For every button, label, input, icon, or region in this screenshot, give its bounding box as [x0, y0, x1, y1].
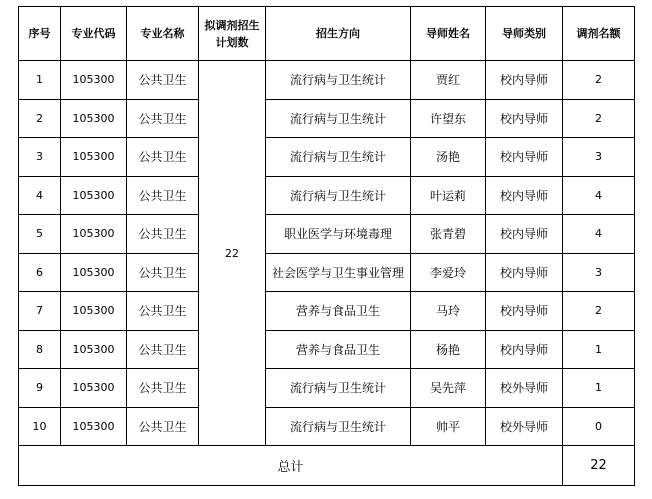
cell-major-name: 公共卫生 — [127, 176, 199, 215]
cell-major-code: 105300 — [61, 138, 127, 177]
header-quota: 调剂名额 — [563, 7, 635, 61]
header-plan-line1: 拟调剂招生 — [204, 18, 260, 32]
cell-major-name: 公共卫生 — [127, 292, 199, 331]
cell-major-name: 公共卫生 — [127, 369, 199, 408]
cell-seq: 4 — [19, 176, 61, 215]
table-row — [19, 138, 635, 177]
cell-seq: 2 — [19, 99, 61, 138]
table-row — [19, 369, 635, 408]
table-row — [19, 407, 635, 446]
cell-major-code: 105300 — [61, 292, 127, 331]
cell-quota: 4 — [563, 215, 635, 254]
cell-advisor-name: 叶运莉 — [411, 176, 486, 215]
cell-advisor-name: 杨艳 — [411, 330, 486, 369]
cell-advisor-name: 马玲 — [411, 292, 486, 331]
cell-advisor-name: 汤艳 — [411, 138, 486, 177]
cell-advisor-name: 张青碧 — [411, 215, 486, 254]
cell-major-code: 105300 — [61, 253, 127, 292]
header-major-code: 专业代码 — [61, 7, 127, 61]
header-advisor-name: 导师姓名 — [411, 7, 486, 61]
cell-direction: 流行病与卫生统计 — [266, 99, 411, 138]
table-row — [19, 99, 635, 138]
cell-advisor-name: 帅平 — [411, 407, 486, 446]
cell-advisor-type: 校内导师 — [486, 99, 563, 138]
header-row — [19, 7, 635, 61]
cell-advisor-name: 贾红 — [411, 61, 486, 100]
table-row — [19, 176, 635, 215]
cell-seq: 7 — [19, 292, 61, 331]
cell-direction: 社会医学与卫生事业管理 — [266, 253, 411, 292]
cell-quota: 2 — [563, 61, 635, 100]
table-row — [19, 215, 635, 254]
cell-direction: 职业医学与环境毒理 — [266, 215, 411, 254]
table-body — [19, 61, 635, 446]
cell-direction: 流行病与卫生统计 — [266, 61, 411, 100]
cell-major-code: 105300 — [61, 99, 127, 138]
cell-advisor-name: 李爱玲 — [411, 253, 486, 292]
cell-quota: 3 — [563, 138, 635, 177]
cell-plan-total: 22 — [199, 61, 266, 446]
cell-quota: 0 — [563, 407, 635, 446]
cell-advisor-type: 校内导师 — [486, 292, 563, 331]
cell-seq: 10 — [19, 407, 61, 446]
cell-major-code: 105300 — [61, 61, 127, 100]
cell-advisor-name: 吴先萍 — [411, 369, 486, 408]
cell-advisor-type: 校内导师 — [486, 330, 563, 369]
cell-advisor-type: 校内导师 — [486, 215, 563, 254]
cell-advisor-name: 许望东 — [411, 99, 486, 138]
total-label: 总计 — [19, 446, 563, 486]
table-row — [19, 330, 635, 369]
total-value: 22 — [563, 446, 635, 486]
header-plan — [199, 7, 266, 61]
cell-seq: 6 — [19, 253, 61, 292]
cell-seq: 3 — [19, 138, 61, 177]
cell-major-code: 105300 — [61, 407, 127, 446]
cell-advisor-type: 校内导师 — [486, 61, 563, 100]
cell-direction: 流行病与卫生统计 — [266, 176, 411, 215]
quota-table — [18, 6, 635, 486]
cell-quota: 1 — [563, 330, 635, 369]
header-advisor-type: 导师类别 — [486, 7, 563, 61]
cell-major-name: 公共卫生 — [127, 99, 199, 138]
header-seq: 序号 — [19, 7, 61, 61]
cell-major-code: 105300 — [61, 330, 127, 369]
cell-major-code: 105300 — [61, 215, 127, 254]
header-plan-line2: 计划数 — [215, 35, 249, 49]
cell-major-name: 公共卫生 — [127, 407, 199, 446]
cell-direction: 营养与食品卫生 — [266, 330, 411, 369]
table-row — [19, 253, 635, 292]
cell-quota: 1 — [563, 369, 635, 408]
cell-seq: 8 — [19, 330, 61, 369]
cell-direction: 流行病与卫生统计 — [266, 138, 411, 177]
cell-quota: 2 — [563, 99, 635, 138]
cell-quota: 4 — [563, 176, 635, 215]
cell-major-name: 公共卫生 — [127, 330, 199, 369]
table-row — [19, 61, 635, 100]
cell-quota: 2 — [563, 292, 635, 331]
cell-advisor-type: 校内导师 — [486, 138, 563, 177]
cell-major-code: 105300 — [61, 176, 127, 215]
cell-major-name: 公共卫生 — [127, 138, 199, 177]
cell-major-code: 105300 — [61, 369, 127, 408]
cell-quota: 3 — [563, 253, 635, 292]
cell-seq: 5 — [19, 215, 61, 254]
cell-major-name: 公共卫生 — [127, 215, 199, 254]
cell-major-name: 公共卫生 — [127, 253, 199, 292]
cell-direction: 流行病与卫生统计 — [266, 407, 411, 446]
cell-seq: 1 — [19, 61, 61, 100]
cell-advisor-type: 校内导师 — [486, 253, 563, 292]
cell-advisor-type: 校内导师 — [486, 176, 563, 215]
cell-advisor-type: 校外导师 — [486, 407, 563, 446]
cell-major-name: 公共卫生 — [127, 61, 199, 100]
header-direction: 招生方向 — [266, 7, 411, 61]
total-row — [19, 446, 635, 486]
table-row — [19, 292, 635, 331]
cell-direction: 营养与食品卫生 — [266, 292, 411, 331]
header-major-name: 专业名称 — [127, 7, 199, 61]
cell-direction: 流行病与卫生统计 — [266, 369, 411, 408]
cell-seq: 9 — [19, 369, 61, 408]
cell-advisor-type: 校外导师 — [486, 369, 563, 408]
